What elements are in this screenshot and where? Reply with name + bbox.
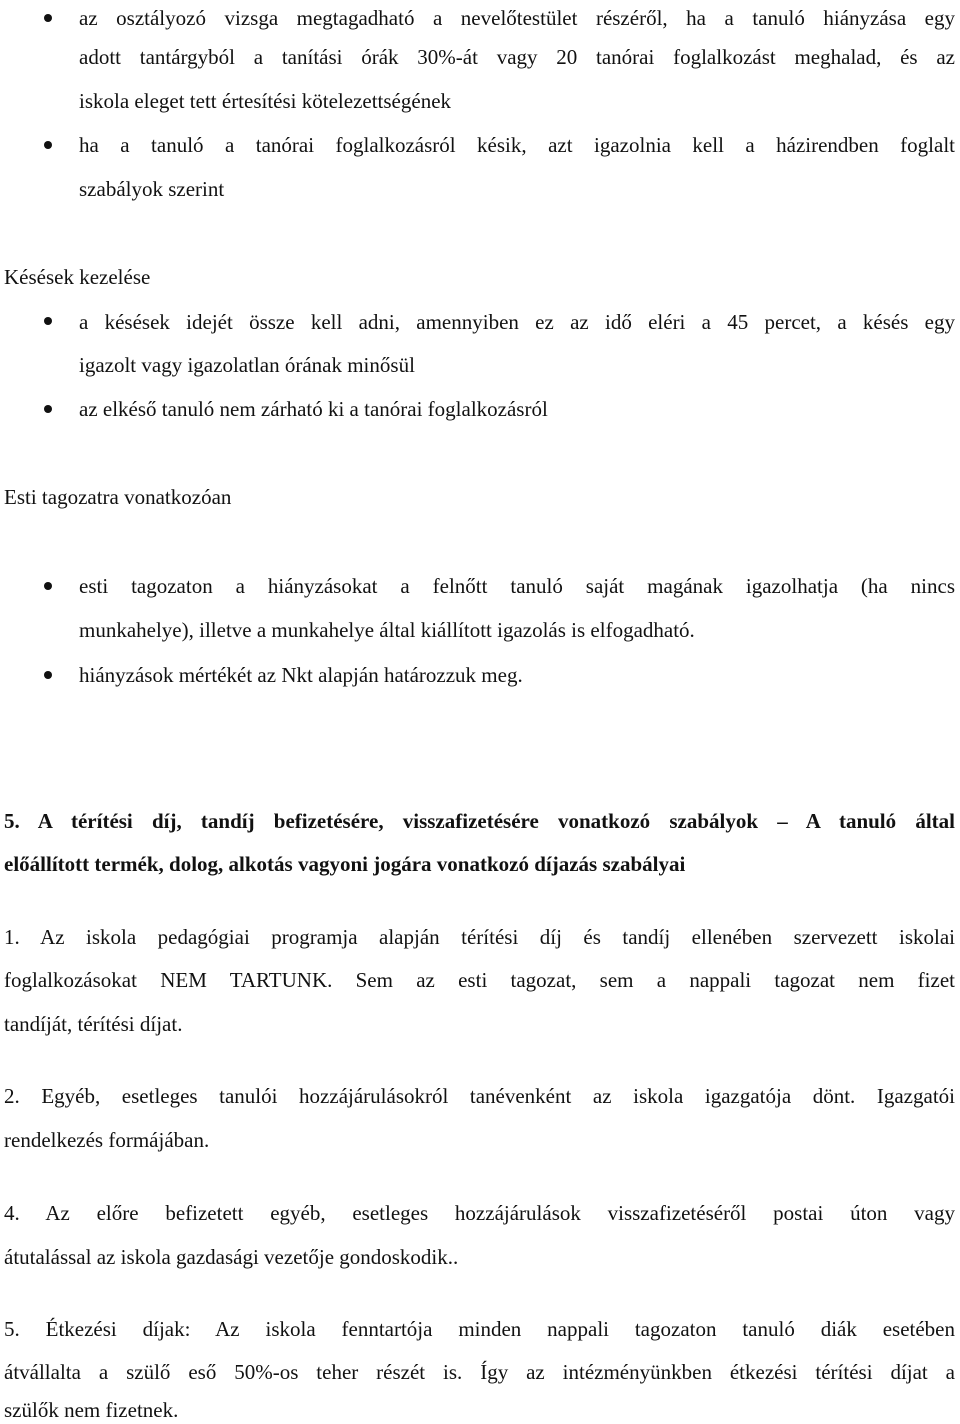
paragraph-line: átutalással az iskola gazdasági vezetője gondoskodik.. — [4, 1245, 459, 1269]
bullet-marker — [44, 405, 52, 413]
paragraph-line: szülők nem fizetnek. — [4, 1398, 179, 1422]
paragraph-line: átvállalta a szülő eső 50%-os teher részét is. Így az intézményünkben étkezési térítési díjat a — [4, 1360, 955, 1384]
paragraph-line: tandíját, térítési díjat. — [4, 1012, 183, 1036]
paragraph-line: 5. Étkezési díjak: Az iskola fenntartója minden nappali tagozaton tanuló diák esetében — [4, 1317, 955, 1341]
bullet-text-line: szabályok szerint — [79, 177, 225, 201]
bullet-text-line: esti tagozaton a hiányzásokat a felnőtt tanuló saját magának igazolhatja (ha nincs — [79, 574, 955, 598]
section-title: előállított termék, dolog, alkotás vagyoni jogára vonatkozó díjazás szabályai — [4, 852, 686, 876]
bullet-marker — [44, 671, 52, 679]
bullet-marker — [44, 582, 52, 590]
bullet-text-line: a késések idejét össze kell adni, amennyiben ez az idő eléri a 45 percet, a késés egy — [79, 310, 955, 334]
bullet-text-line: munkahelye), illetve a munkahelye által kiállított igazolás is elfogadható. — [79, 618, 695, 642]
bullet-text-line: ha a tanuló a tanórai foglalkozásról késik, azt igazolnia kell a házirendben foglalt — [79, 133, 955, 157]
paragraph-line: 1. Az iskola pedagógiai programja alapján térítési díj és tandíj ellenében szervezett iskolai — [4, 925, 955, 949]
bullet-marker — [44, 14, 52, 22]
bullet-text-line: hiányzások mértékét az Nkt alapján határozzuk meg. — [79, 663, 523, 687]
bullet-text-line: az osztályozó vizsga megtagadható a nevelőtestület részéről, ha a tanuló hiányzása egy — [79, 6, 955, 30]
paragraph-line: 2. Egyéb, esetleges tanulói hozzájárulásokról tanévenként az iskola igazgatója dönt. Igazgatói — [4, 1084, 955, 1108]
bullet-text-line: igazolt vagy igazolatlan órának minősül — [79, 353, 415, 377]
bullet-text-line: adott tantárgyból a tanítási órák 30%-át vagy 20 tanórai foglalkozást meghalad, és az — [79, 45, 955, 69]
paragraph-line: 4. Az előre befizetett egyéb, esetleges hozzájárulások visszafizetéséről postai úton vagy — [4, 1201, 955, 1225]
bullet-text-line: iskola eleget tett értesítési kötelezettségének — [79, 89, 452, 113]
section-heading: Késések kezelése — [4, 265, 151, 289]
section-title: 5. A térítési díj, tandíj befizetésére, visszafizetésére vonatkozó szabályok – A tanuló által — [4, 809, 955, 833]
bullet-text-line: az elkéső tanuló nem zárható ki a tanórai foglalkozásról — [79, 397, 548, 421]
paragraph-line: rendelkezés formájában. — [4, 1128, 210, 1152]
bullet-marker — [44, 141, 52, 149]
paragraph-line: foglalkozásokat NEM TARTUNK. Sem az esti tagozat, sem a nappali tagozat nem fizet — [4, 968, 955, 992]
section-heading: Esti tagozatra vonatkozóan — [4, 485, 232, 509]
bullet-marker — [44, 317, 52, 325]
